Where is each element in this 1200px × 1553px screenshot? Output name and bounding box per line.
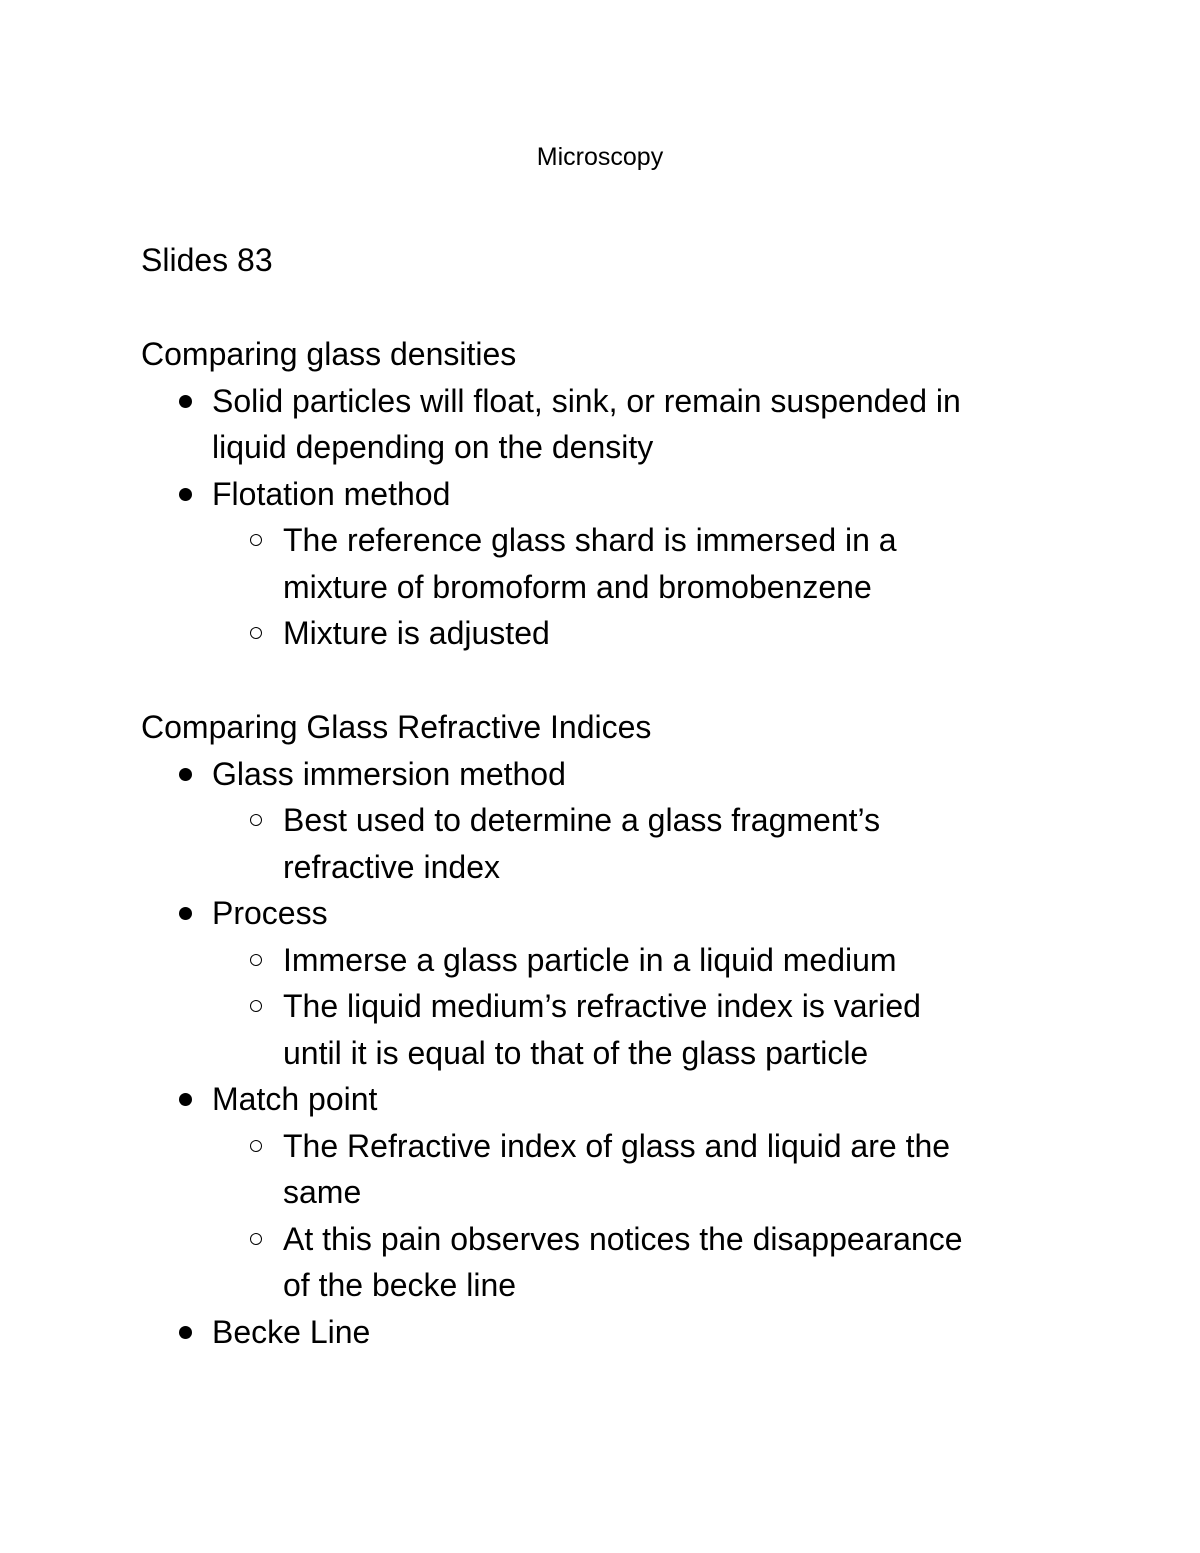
list-item	[141, 890, 1061, 937]
list-item-continuation: liquid depending on the density	[212, 429, 654, 465]
bullet-circle-icon	[250, 1140, 262, 1152]
bullet-dot-icon	[179, 768, 192, 781]
bullet-dot-icon	[179, 907, 192, 920]
list-item-text: Solid particles will float, sink, or remain suspended in	[212, 382, 961, 419]
sub-list-item-text: The reference glass shard is immersed in a	[283, 522, 897, 558]
bullet-dot-icon	[179, 1326, 192, 1339]
slides-label: Slides 83	[141, 242, 273, 278]
sub-list-item-continuation: of the becke line	[283, 1267, 517, 1303]
bullet-circle-icon	[250, 1000, 262, 1012]
bullet-circle-icon	[250, 627, 262, 639]
slides-label-block	[141, 237, 1061, 284]
list-item-text: Process	[212, 895, 328, 931]
bullet-dot-icon	[179, 488, 192, 501]
sub-list-item-continuation: refractive index	[283, 848, 500, 885]
sub-list-item-continuation: until it is equal to that of the glass particle	[283, 1034, 869, 1071]
sub-list-item	[141, 1123, 1061, 1170]
sub-list-item	[141, 610, 1061, 657]
bullet-circle-icon	[250, 954, 262, 966]
sub-list-item-continuation: mixture of bromoform and bromobenzene	[283, 568, 872, 605]
bullet-dot-icon	[179, 1093, 192, 1106]
bullet-circle-icon	[250, 814, 262, 826]
sub-list-item-text: Best used to determine a glass fragment’s	[283, 802, 881, 838]
list-item	[141, 1309, 1061, 1356]
section-refractive-indices	[141, 704, 1061, 1355]
section-glass-densities	[141, 331, 1061, 657]
sub-list-item-text: The liquid medium’s refractive index is varied	[283, 988, 921, 1024]
section-heading: Comparing glass densities	[141, 336, 517, 372]
list-item	[141, 378, 1061, 425]
sub-list-item	[141, 983, 1061, 1030]
sub-list-item	[141, 937, 1061, 984]
section-heading: Comparing Glass Refractive Indices	[141, 709, 652, 745]
list-item	[141, 751, 1061, 798]
list-item-text: Match point	[212, 1081, 378, 1117]
sub-list-item-text: The Refractive index of glass and liquid are the	[283, 1127, 951, 1164]
list-item-text: Flotation method	[212, 475, 451, 512]
list-item-text: Becke Line	[212, 1313, 371, 1350]
list-item	[141, 471, 1061, 518]
list-item	[141, 1076, 1061, 1123]
list-item-text: Glass immersion method	[212, 755, 566, 792]
sub-list-item	[141, 797, 1061, 844]
bullet-circle-icon	[250, 1233, 262, 1245]
bullet-circle-icon	[250, 534, 262, 546]
bullet-dot-icon	[179, 395, 192, 408]
sub-list-item	[141, 517, 1061, 564]
sub-list-item	[141, 1216, 1061, 1263]
sub-list-item-text: Mixture is adjusted	[283, 615, 550, 651]
page-header: Microscopy	[536, 143, 664, 171]
sub-list-item-text: At this pain observes notices the disappearance	[283, 1220, 963, 1257]
sub-list-item-text: Immerse a glass particle in a liquid medium	[283, 941, 897, 978]
sub-list-item-continuation: same	[283, 1174, 362, 1210]
